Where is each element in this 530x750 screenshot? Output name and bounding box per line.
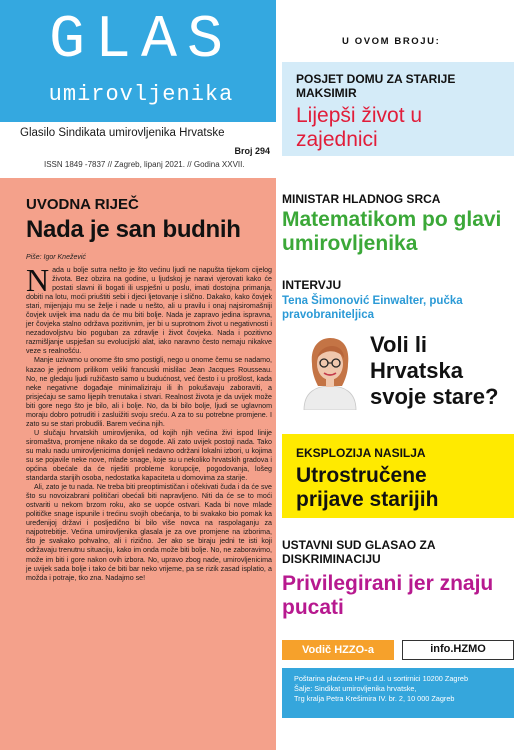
paragraph: Nada u bolje sutra nešto je što većinu ljudi ne napušta tijekom cijelog života. Bez obzira na godine, u ljudskoj je naravi vjerovati kako će postati slavni ili bogati ili uspješni u poslu, imati dostojna primanja, dobiti na lotu, moći priuštiti sebi i djeci ljetovanje i slično. Dakako, kako čovjek stari, mijenjaju mu se želje i nade u nešto, ali u pravilu i onaj najsiromašniji čovjek uvijek ima nadu da će mu biti bolje. Nada je zapravo jedina ispravna, jer čovjeka stalno održava pozitivnim, jer bi u suprotnom život u negativnosti i nezadovoljstvu bio poguban za zdravlje i život čovjeka. Nada i pozitivno razmišljanje uspješan su evolucijski alat, iako naravno često nemaju nikakve veze s realnošću. (26, 262, 272, 356)
hzzo-guide-button[interactable]: Vodič HZZO-a (282, 640, 394, 660)
contents-headline-1[interactable]: Lijepši život u zajednici (296, 104, 423, 151)
contents-kicker-3: INTERVJU (282, 278, 342, 292)
contents-kicker-2: MINISTAR HLADNOG SRCA (282, 192, 441, 206)
contents-kicker-4: EKSPLOZIJA NASILJA (296, 446, 426, 460)
contents-kicker-5: USTAVNI SUD GLASAO ZA DISKRIMINACIJU (282, 538, 436, 566)
editorial-body (26, 262, 272, 583)
interviewee-portrait (298, 330, 362, 410)
paragraph: Ali, zato je tu nada. Ne treba biti preoptimističan i očekivati čuda i da će sve što su novoizabrani političari obećali biti napravljeno. Niti da će se to moći ostvariti u nekom brzom roku, ako se uopće ostvari. Kada bi nove mlade političke snage ispunile i trećinu svojih obećanja, to bi svakako bio pomak ka uređenijoj državi i posljedično bi bilo više novca na raspolaganju za najpotrebitije. Većina umirovljenika glasala je za ove promjene na izborima, što je svakako pohvalno, ali i rizično. Jer ako se biraju jedni te isti koji održavaju trenutnu situaciju, kako im onda može biti bolje. No, ne zaboravimo, može im biti i gore nakon ovih izbora. No, upravo zbog nade, umirovljenicima je uvijek sada bolje i tako će biti bar neko vrijeme, pa se rizik zasad isplatio, a možda i potraje, tko zna. Nadajmo se! (26, 483, 272, 582)
contents-headline-3[interactable]: Voli li Hrvatska svoje stare? (370, 332, 499, 409)
info-hzmo-button[interactable]: info.HZMO (402, 640, 514, 660)
contents-headline-2[interactable]: Matematikom po glavi umirovljenika (282, 208, 502, 255)
issn-line: ISSN 1849 -7837 // Zagreb, lipanj 2021. // Godina XXVII. (44, 160, 245, 169)
contents-headline-5[interactable]: Privilegirani jer znaju pucati (282, 572, 494, 619)
issue-row (0, 144, 276, 178)
logo-title: GLAS (48, 7, 234, 75)
dropcap: N (26, 262, 50, 298)
issue-number: Broj 294 (234, 146, 270, 156)
contents-subkicker-3: Tena Šimonović Einwalter, pučka pravobraniteljica (282, 295, 463, 321)
editorial-author: Piše: Igor Knežević (26, 254, 86, 261)
editorial-title: Nada je san budnih (26, 216, 241, 243)
postal-line: Šalje: Sindikat umirovljenika hrvatske, (294, 684, 417, 693)
contents-label: U OVOM BROJU: (342, 36, 441, 47)
logo-subtitle: umirovljenika (48, 82, 234, 107)
postal-line: Trg kralja Petra Krešimira IV. br. 2, 10 000 Zagreb (294, 694, 455, 703)
paragraph: U slučaju hrvatskih umirovljenika, od kojih njih većina živi ispod linije siromaštva, promjene nikako da se dogode. Ali zato uvijek postoji nada. Tako su malu nadu umirovljenicima donijeli nedavno održani lokalni izbori, u kojima su se pojavile neke nove, mlade snage, koje su u nekoliko hrvatskih gradova i općina obećale da će riješiti probleme korupcije, pogodovanja, lošeg standarda starijih osoba, nedostatka kapaciteta u domovima za starije. (26, 428, 272, 483)
editorial-section-label: UVODNA RIJEČ (26, 196, 139, 213)
masthead (0, 0, 276, 122)
contents-headline-4[interactable]: Utrostručene prijave starijih (296, 464, 439, 511)
tagline: Glasilo Sindikata umirovljenika Hrvatske (0, 122, 276, 144)
contents-kicker-1: POSJET DOMU ZA STARIJE MAKSIMIR (296, 72, 456, 100)
postal-line: Poštarina plaćena HP-u d.d. u sortirnici 10200 Zagreb (294, 674, 469, 683)
paragraph: Manje uzivamo u onome što smo postigli, nego u onome čemu se nadamo, kazao je jednom prilikom veliki francuski mislilac Jean Jacques Rousseau. No, ne gledaju ljudi ružičasto samo u budućnost, već često i u prošlost, kada neke negativne događaje minimaliziraju ili ih pokušavaju zaboraviti, a prisjećaju se samo lijepih trenutaka i stvari. Realnost života je da uvijek može biti gore nego što je bilo, ali i bolje. No, da bi bilo bolje, ljudi se uglavnom moraju dobro potruditi i zasluižiti svoju sreću. A za to su potrebne promjene. I zato su se stari probudili. Barem većina njih. (26, 356, 272, 428)
postal-info (282, 668, 514, 718)
